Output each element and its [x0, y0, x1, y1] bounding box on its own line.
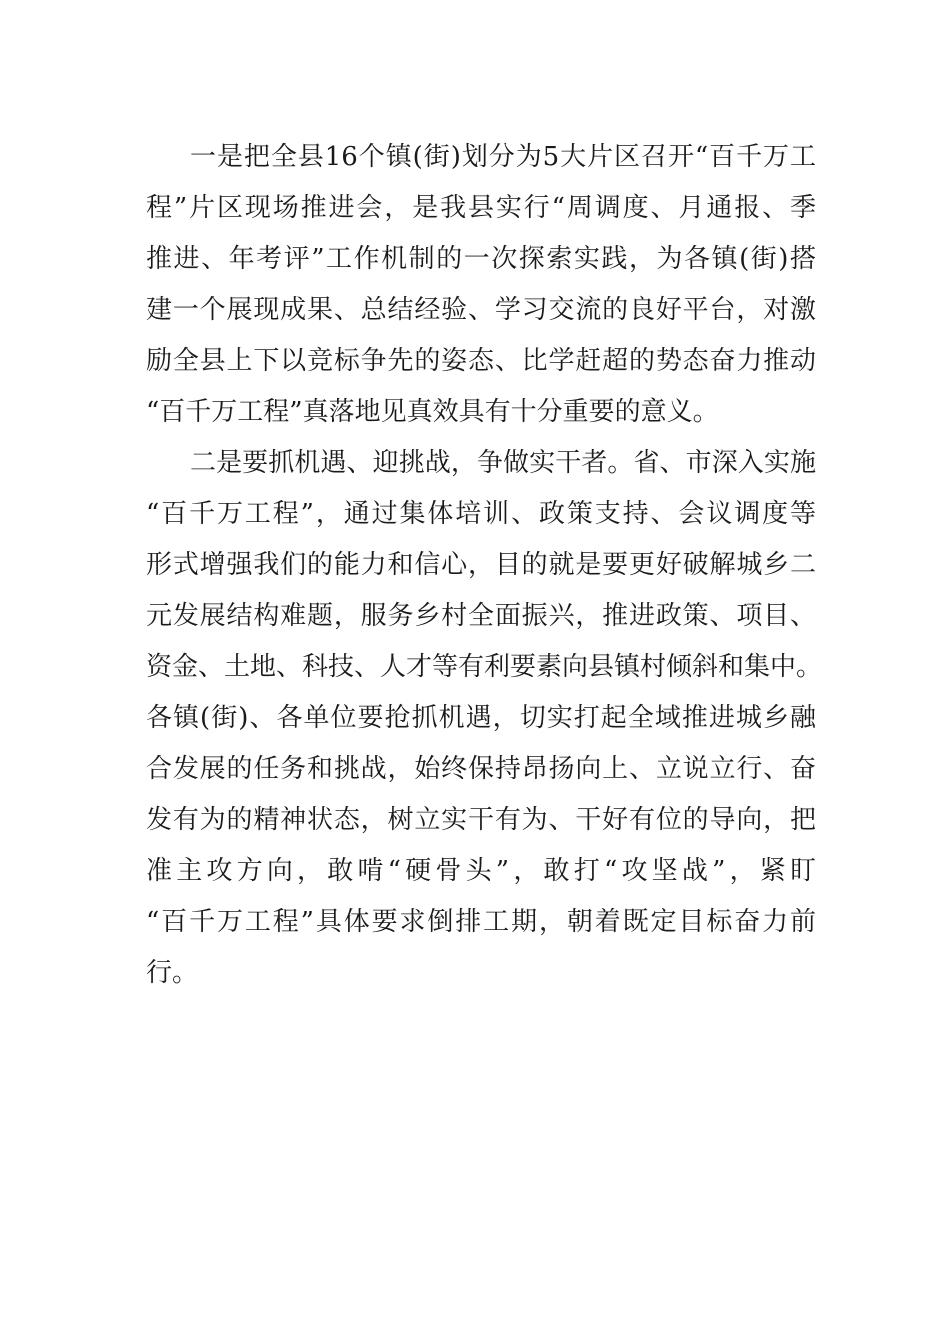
- text-line: 形式增强我们的能力和信心，目的就是要更好破解城乡二: [146, 550, 816, 580]
- paragraph-2: [146, 438, 823, 999]
- text-line: 行。: [146, 958, 199, 988]
- paragraph-1: [146, 132, 816, 438]
- text-line: 发有为的精神状态，树立实干有为、干好有位的导向，把: [146, 805, 816, 835]
- text-line: 建一个展现成果、总结经验、学习交流的良好平台，对激: [146, 295, 816, 325]
- text-line: 准主攻方向，敢啃“硬骨头”，敢打“攻坚战”，紧盯: [146, 856, 816, 886]
- text-line: 推进、年考评”工作机制的一次探索实践，为各镇(街)搭: [146, 244, 816, 274]
- text-line: “百千万工程”真落地见真效具有十分重要的意义。: [146, 397, 719, 427]
- text-line: “百千万工程”，通过集体培训、政策支持、会议调度等: [146, 499, 816, 529]
- text-line: “百千万工程”具体要求倒排工期，朝着既定目标奋力前: [146, 907, 816, 937]
- text-line: 合发展的任务和挑战，始终保持昂扬向上、立说立行、奋: [146, 754, 816, 784]
- text-line: 各镇(街)、各单位要抢抓机遇，切实打起全域推进城乡融: [146, 703, 816, 733]
- text-line: 一是把全县16个镇(街)划分为5大片区召开“百千万工: [190, 142, 816, 172]
- text-line: 励全县上下以竞标争先的姿态、比学赶超的势态奋力推动: [146, 346, 816, 376]
- document-body: [146, 132, 823, 999]
- text-line: 二是要抓机遇、迎挑战，争做实干者。省、市深入实施: [190, 448, 816, 478]
- text-line: 资金、土地、科技、人才等有利要素向县镇村倾斜和集中。: [146, 652, 823, 682]
- text-line: 程”片区现场推进会，是我县实行“周调度、月通报、季: [146, 193, 816, 223]
- text-line: 元发展结构难题，服务乡村全面振兴，推进政策、项目、: [146, 601, 816, 631]
